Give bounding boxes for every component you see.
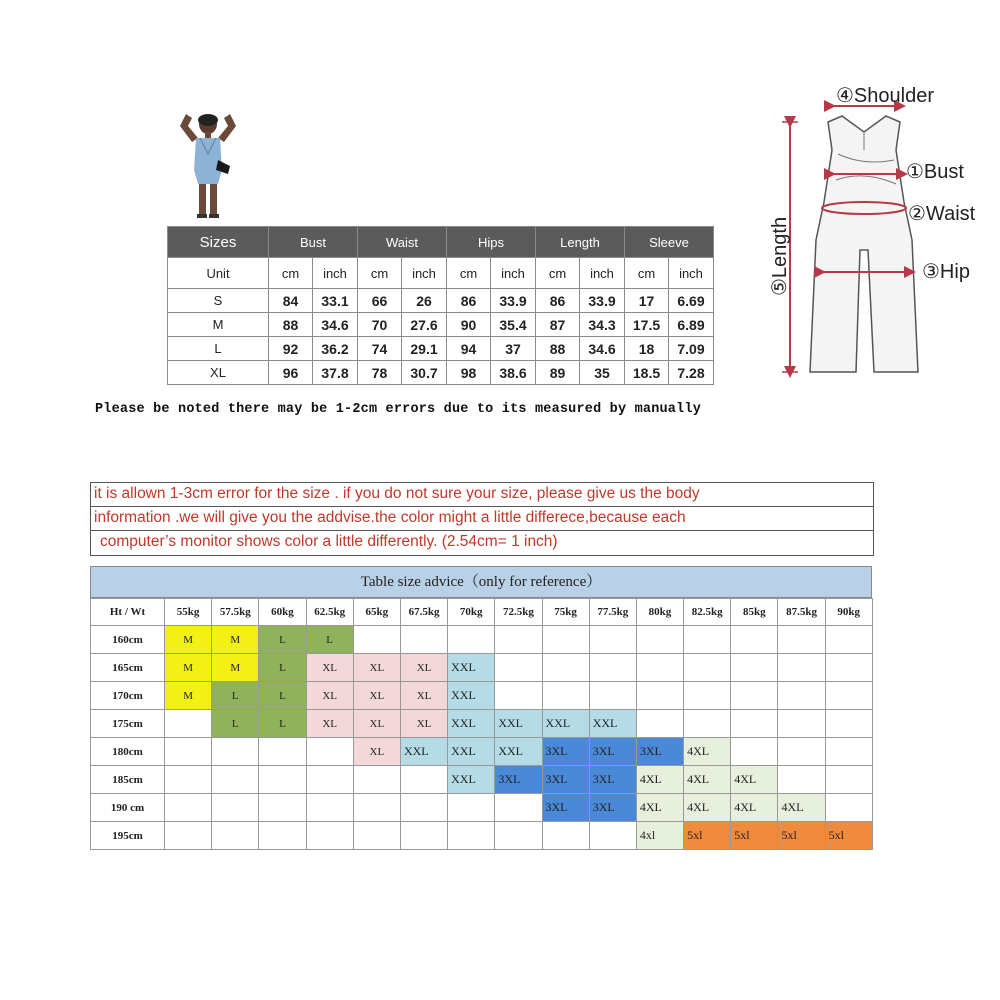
size-advice-cell bbox=[353, 626, 400, 654]
size-advice-cell: XXL bbox=[400, 738, 447, 766]
size-advice-cell bbox=[400, 822, 447, 850]
size-advice-cell bbox=[636, 710, 683, 738]
measure-cell: 36.2 bbox=[313, 337, 358, 361]
weight-header: 65kg bbox=[353, 599, 400, 626]
measure-cell: 33.9 bbox=[580, 289, 625, 313]
measure-cell: 98 bbox=[447, 361, 491, 385]
advice-table bbox=[90, 598, 873, 850]
size-advice-cell: XL bbox=[306, 710, 353, 738]
measure-cell: 34.6 bbox=[580, 337, 625, 361]
size-advice-cell: M bbox=[165, 682, 212, 710]
size-advice-cell bbox=[495, 822, 542, 850]
size-advice-cell: XXL bbox=[448, 654, 495, 682]
size-label: S bbox=[168, 289, 269, 313]
size-advice-cell: 4XL bbox=[684, 766, 731, 794]
weight-header: 57.5kg bbox=[212, 599, 259, 626]
measure-cell: 38.6 bbox=[491, 361, 536, 385]
size-advice-cell bbox=[353, 822, 400, 850]
size-advice-cell bbox=[212, 822, 259, 850]
size-advice-cell bbox=[731, 626, 778, 654]
advice-title: Table size advice（only for reference） bbox=[90, 566, 872, 598]
size-advice-cell bbox=[353, 766, 400, 794]
size-advice-cell bbox=[636, 626, 683, 654]
weight-header: 55kg bbox=[165, 599, 212, 626]
header-hips: Hips bbox=[447, 227, 536, 258]
model-photo bbox=[172, 108, 244, 220]
jumpsuit-outline bbox=[810, 116, 918, 372]
size-advice-cell bbox=[495, 654, 542, 682]
measure-cell: 88 bbox=[536, 337, 580, 361]
hip-label: ③Hip bbox=[922, 261, 970, 283]
weight-header: 72.5kg bbox=[495, 599, 542, 626]
advice-row bbox=[91, 626, 873, 654]
size-advice-cell bbox=[212, 794, 259, 822]
header-waist: Waist bbox=[358, 227, 447, 258]
measure-cell: 34.6 bbox=[313, 313, 358, 337]
measure-cell: 89 bbox=[536, 361, 580, 385]
size-advice-cell bbox=[495, 682, 542, 710]
weight-header: 82.5kg bbox=[684, 599, 731, 626]
size-advice-cell: 5xl bbox=[684, 822, 731, 850]
size-advice-cell bbox=[306, 794, 353, 822]
size-advice-cell: 3XL bbox=[589, 766, 636, 794]
size-advice-cell: XL bbox=[306, 654, 353, 682]
size-row-m bbox=[168, 313, 714, 337]
measurement-note: Please be noted there may be 1-2cm errors due to its measured by manually bbox=[95, 402, 701, 417]
size-advice-cell: 4xl bbox=[636, 822, 683, 850]
measure-cell: 92 bbox=[269, 337, 313, 361]
size-advice-cell: L bbox=[259, 654, 306, 682]
size-advice-cell: XXL bbox=[542, 710, 589, 738]
measure-cell: 86 bbox=[447, 289, 491, 313]
size-advice-cell: M bbox=[212, 626, 259, 654]
weight-header: 62.5kg bbox=[306, 599, 353, 626]
unit-cell: cm bbox=[625, 258, 669, 289]
size-advice-cell: 4XL bbox=[731, 766, 778, 794]
size-advice-cell: 3XL bbox=[636, 738, 683, 766]
height-label: 190 cm bbox=[91, 794, 165, 822]
weight-header: 77.5kg bbox=[589, 599, 636, 626]
size-advice-cell bbox=[778, 738, 825, 766]
size-advice-cell: M bbox=[165, 654, 212, 682]
size-advice-cell: XXL bbox=[448, 738, 495, 766]
size-advice-cell bbox=[165, 822, 212, 850]
measure-cell: 33.1 bbox=[313, 289, 358, 313]
size-advice-cell bbox=[495, 794, 542, 822]
size-advice-cell bbox=[684, 654, 731, 682]
measure-cell: 30.7 bbox=[402, 361, 447, 385]
size-advice-cell: L bbox=[259, 682, 306, 710]
size-advice-cell: M bbox=[165, 626, 212, 654]
measure-cell: 66 bbox=[358, 289, 402, 313]
size-advice-cell: XL bbox=[400, 682, 447, 710]
size-advice-cell bbox=[589, 654, 636, 682]
size-advice-cell: 4XL bbox=[636, 766, 683, 794]
measure-cell: 90 bbox=[447, 313, 491, 337]
size-advice-cell: 4XL bbox=[731, 794, 778, 822]
size-advice-cell: XL bbox=[353, 738, 400, 766]
measure-cell: 35.4 bbox=[491, 313, 536, 337]
size-advice-cell bbox=[400, 766, 447, 794]
size-advice-cell bbox=[306, 766, 353, 794]
height-label: 175cm bbox=[91, 710, 165, 738]
size-row-s bbox=[168, 289, 714, 313]
unit-cell: inch bbox=[313, 258, 358, 289]
measure-cell: 94 bbox=[447, 337, 491, 361]
size-advice-cell bbox=[259, 794, 306, 822]
size-advice-cell bbox=[495, 626, 542, 654]
measure-cell: 88 bbox=[269, 313, 313, 337]
height-label: 185cm bbox=[91, 766, 165, 794]
header-length: Length bbox=[536, 227, 625, 258]
size-advice-cell bbox=[778, 682, 825, 710]
height-label: 195cm bbox=[91, 822, 165, 850]
size-advice-cell bbox=[259, 822, 306, 850]
size-advice-cell bbox=[306, 738, 353, 766]
weight-header: 75kg bbox=[542, 599, 589, 626]
notice-line-1: it is allown 1-3cm error for the size . if you do not sure your size, please give us the body bbox=[94, 485, 700, 502]
size-advice-cell bbox=[353, 794, 400, 822]
size-advice-cell: L bbox=[259, 626, 306, 654]
size-advice-cell: 4XL bbox=[684, 738, 731, 766]
size-advice-cell bbox=[778, 654, 825, 682]
unit-cell: cm bbox=[536, 258, 580, 289]
size-advice-cell: XL bbox=[353, 682, 400, 710]
size-advice-cell: L bbox=[212, 710, 259, 738]
size-advice-cell: L bbox=[259, 710, 306, 738]
weight-header: 70kg bbox=[448, 599, 495, 626]
measure-cell: 26 bbox=[402, 289, 447, 313]
size-advice-cell: 3XL bbox=[542, 738, 589, 766]
size-advice-cell: XXL bbox=[495, 738, 542, 766]
size-advice-cell: 3XL bbox=[542, 766, 589, 794]
garment-diagram bbox=[760, 80, 1000, 380]
advice-row bbox=[91, 738, 873, 766]
measure-cell: 33.9 bbox=[491, 289, 536, 313]
size-advice-cell bbox=[636, 654, 683, 682]
measure-cell: 84 bbox=[269, 289, 313, 313]
measure-cell: 96 bbox=[269, 361, 313, 385]
size-advice-cell bbox=[731, 682, 778, 710]
size-advice-cell bbox=[825, 682, 872, 710]
size-advice-cell bbox=[731, 710, 778, 738]
unit-cell: cm bbox=[358, 258, 402, 289]
size-advice-cell bbox=[165, 710, 212, 738]
size-advice-cell bbox=[448, 626, 495, 654]
size-advice-cell bbox=[825, 710, 872, 738]
weight-header: 85kg bbox=[731, 599, 778, 626]
size-advice-cell: 3XL bbox=[589, 738, 636, 766]
size-row-l bbox=[168, 337, 714, 361]
size-advice-cell bbox=[165, 738, 212, 766]
measure-cell: 78 bbox=[358, 361, 402, 385]
size-advice-cell bbox=[731, 654, 778, 682]
unit-cell: inch bbox=[669, 258, 714, 289]
corner-label: Ht / Wt bbox=[91, 599, 165, 626]
length-label: ⑤Length bbox=[769, 216, 791, 296]
measure-cell: 7.28 bbox=[669, 361, 714, 385]
size-row-xl bbox=[168, 361, 714, 385]
size-advice-cell: 5xl bbox=[825, 822, 872, 850]
unit-row bbox=[168, 258, 714, 289]
size-advice-cell: XL bbox=[400, 710, 447, 738]
size-advice-cell: 3XL bbox=[589, 794, 636, 822]
size-advice-cell: XL bbox=[353, 710, 400, 738]
size-advice-cell: XL bbox=[353, 654, 400, 682]
size-advice-cell bbox=[542, 626, 589, 654]
measure-cell: 37.8 bbox=[313, 361, 358, 385]
measure-cell: 29.1 bbox=[402, 337, 447, 361]
size-advice-cell: L bbox=[212, 682, 259, 710]
size-advice-cell bbox=[542, 682, 589, 710]
weight-header: 80kg bbox=[636, 599, 683, 626]
measure-cell: 37 bbox=[491, 337, 536, 361]
advice-row bbox=[91, 654, 873, 682]
size-label: L bbox=[168, 337, 269, 361]
size-advice-cell bbox=[636, 682, 683, 710]
size-advice-cell bbox=[259, 766, 306, 794]
measure-cell: 35 bbox=[580, 361, 625, 385]
weight-header: 90kg bbox=[825, 599, 872, 626]
size-advice-cell: XXL bbox=[448, 710, 495, 738]
size-advice-cell: L bbox=[306, 626, 353, 654]
height-label: 165cm bbox=[91, 654, 165, 682]
size-advice-cell bbox=[400, 794, 447, 822]
measure-cell: 6.69 bbox=[669, 289, 714, 313]
unit-label: Unit bbox=[168, 258, 269, 289]
weight-header: 67.5kg bbox=[400, 599, 447, 626]
size-advice-cell: 4XL bbox=[684, 794, 731, 822]
notice-line-3: computer’s monitor shows color a little differently. (2.54cm= 1 inch) bbox=[100, 533, 558, 550]
size-advice-cell bbox=[778, 710, 825, 738]
advice-row bbox=[91, 710, 873, 738]
size-advice-cell: XXL bbox=[448, 682, 495, 710]
size-advice-cell bbox=[259, 738, 306, 766]
size-advice-cell: 5xl bbox=[778, 822, 825, 850]
measure-cell: 27.6 bbox=[402, 313, 447, 337]
size-advice-cell bbox=[542, 822, 589, 850]
size-advice-cell: 3XL bbox=[495, 766, 542, 794]
measure-cell: 34.3 bbox=[580, 313, 625, 337]
advice-header-row bbox=[91, 599, 873, 626]
size-advice-cell bbox=[212, 738, 259, 766]
measure-cell: 17 bbox=[625, 289, 669, 313]
size-advice-cell bbox=[778, 766, 825, 794]
size-advice-cell: XL bbox=[400, 654, 447, 682]
unit-cell: inch bbox=[491, 258, 536, 289]
notice-line-2: information .we will give you the addvise.the color might a little differece,because each bbox=[94, 509, 686, 526]
size-advice-cell: M bbox=[212, 654, 259, 682]
height-label: 170cm bbox=[91, 682, 165, 710]
measure-cell: 17.5 bbox=[625, 313, 669, 337]
size-advice-cell bbox=[825, 794, 872, 822]
measure-cell: 18 bbox=[625, 337, 669, 361]
size-advice-cell bbox=[306, 822, 353, 850]
size-table-header bbox=[168, 227, 714, 258]
size-advice-cell: 3XL bbox=[542, 794, 589, 822]
unit-cell: cm bbox=[447, 258, 491, 289]
size-advice-cell: 5xl bbox=[731, 822, 778, 850]
advice-row bbox=[91, 822, 873, 850]
size-advice-cell bbox=[589, 822, 636, 850]
measure-cell: 87 bbox=[536, 313, 580, 337]
size-advice-cell bbox=[825, 766, 872, 794]
weight-header: 87.5kg bbox=[778, 599, 825, 626]
measure-cell: 86 bbox=[536, 289, 580, 313]
size-table bbox=[167, 226, 714, 385]
size-advice-cell bbox=[212, 766, 259, 794]
header-sleeve: Sleeve bbox=[625, 227, 714, 258]
measure-cell: 18.5 bbox=[625, 361, 669, 385]
size-advice-cell bbox=[448, 794, 495, 822]
size-advice-cell bbox=[589, 682, 636, 710]
measure-cell: 6.89 bbox=[669, 313, 714, 337]
measure-cell: 7.09 bbox=[669, 337, 714, 361]
size-advice-cell bbox=[731, 738, 778, 766]
size-advice-cell bbox=[778, 626, 825, 654]
advice-row bbox=[91, 794, 873, 822]
size-advice-cell bbox=[448, 822, 495, 850]
size-advice-cell: 4XL bbox=[778, 794, 825, 822]
size-advice-cell: XXL bbox=[448, 766, 495, 794]
size-advice-cell bbox=[400, 626, 447, 654]
measure-cell: 70 bbox=[358, 313, 402, 337]
bust-label: ①Bust bbox=[906, 161, 964, 183]
size-advice-cell bbox=[165, 794, 212, 822]
size-label: M bbox=[168, 313, 269, 337]
header-bust: Bust bbox=[269, 227, 358, 258]
shoulder-label: ④Shoulder bbox=[836, 85, 934, 107]
unit-cell: inch bbox=[580, 258, 625, 289]
advice-row bbox=[91, 682, 873, 710]
size-advice-cell bbox=[684, 626, 731, 654]
advice-row bbox=[91, 766, 873, 794]
measure-cell: 74 bbox=[358, 337, 402, 361]
size-advice-cell bbox=[684, 682, 731, 710]
unit-cell: inch bbox=[402, 258, 447, 289]
header-sizes: Sizes bbox=[168, 227, 269, 258]
size-advice-cell: XXL bbox=[495, 710, 542, 738]
unit-cell: cm bbox=[269, 258, 313, 289]
size-advice-cell bbox=[825, 626, 872, 654]
size-advice-cell: 4XL bbox=[636, 794, 683, 822]
size-advice-cell bbox=[589, 626, 636, 654]
size-advice-cell: XL bbox=[306, 682, 353, 710]
height-label: 180cm bbox=[91, 738, 165, 766]
size-advice bbox=[90, 566, 872, 850]
waist-label: ②Waist bbox=[908, 203, 976, 225]
size-advice-cell bbox=[165, 766, 212, 794]
height-label: 160cm bbox=[91, 626, 165, 654]
size-label: XL bbox=[168, 361, 269, 385]
weight-header: 60kg bbox=[259, 599, 306, 626]
size-advice-cell: XXL bbox=[589, 710, 636, 738]
size-notice bbox=[90, 482, 874, 554]
size-advice-cell bbox=[542, 654, 589, 682]
size-advice-cell bbox=[825, 654, 872, 682]
size-advice-cell bbox=[825, 738, 872, 766]
size-advice-cell bbox=[684, 710, 731, 738]
